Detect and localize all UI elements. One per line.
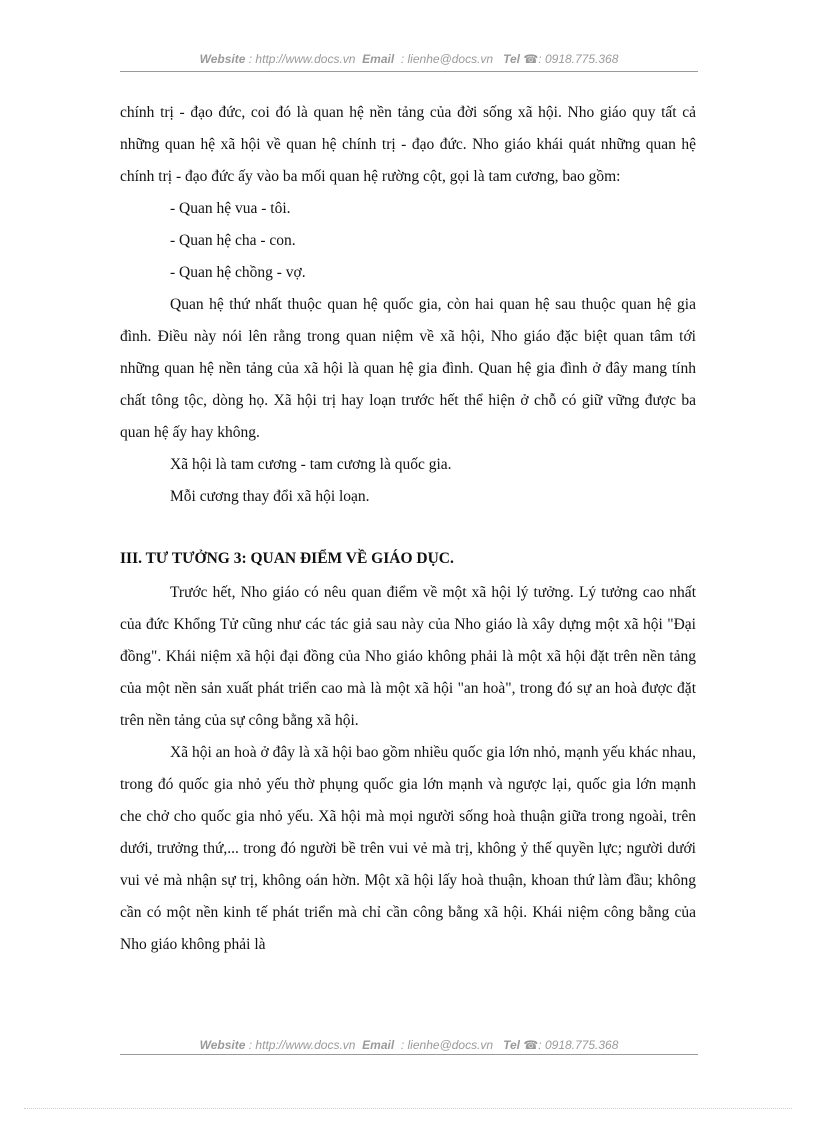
footer-tel-label: Tel xyxy=(503,1038,520,1052)
paragraph-4: Xã hội an hoà ở đây là xã hội bao gồm nhiều quốc gia lớn nhỏ, mạnh yếu khác nhau, trong đó quốc gia nhỏ yếu thờ phụng quốc gia lớn mạnh và ngược lại, quốc gia lớn mạnh che chở cho quốc gia nhỏ yếu. Xã hội mà mọi người sống hoà thuận giữa trong ngoài, trên dưới, trưởng thứ,... trong đó người bề trên vui vẻ mà trị, không ỷ thế quyền lực; người dưới vui vẻ mà nhận sự trị, không oán hờn. Một xã hội lấy hoà thuận, khoan thứ làm đầu; không cần có một nền kinh tế phát triển mà chỉ cần công bằng xã hội. Khái niệm công bằng của Nho giáo không phải là xyxy=(120,744,696,953)
header-email-label: Email xyxy=(362,52,395,66)
verse-line: Mỗi cương thay đổi xã hội loạn. xyxy=(170,488,370,505)
verse-line: Xã hội là tam cương - tam cương là quốc gia. xyxy=(170,456,452,473)
section-heading: III. TƯ TƯỞNG 3: QUAN ĐIỂM VỀ GIÁO DỤC. xyxy=(120,550,454,567)
header-website-label: Website xyxy=(199,52,246,66)
header-rule xyxy=(120,71,698,72)
footer-tel-value: : 0918.775.368 xyxy=(538,1038,619,1052)
paragraph-2: Quan hệ thứ nhất thuộc quan hệ quốc gia, còn hai quan hệ sau thuộc quan hệ gia đình. Điều này nói lên rằng trong quan niệm về xã hội, Nho giáo đặc biệt quan tâm tới những quan hệ nền tảng của xã hội là quan hệ gia đình. Quan hệ gia đình ở đây mang tính chất tông tộc, dòng họ. Xã hội trị hay loạn trước hết thể hiện ở chỗ có giữ vững được ba quan hệ ấy hay không. xyxy=(120,296,696,441)
page-header xyxy=(120,52,698,66)
phone-icon: ☎ xyxy=(523,1038,539,1052)
page-footer xyxy=(120,1038,698,1052)
footer-website-label: Website xyxy=(199,1038,246,1052)
header-tel-value: : 0918.775.368 xyxy=(538,52,619,66)
footer-website-value: : http://www.docs.vn xyxy=(248,1038,356,1052)
list-item: - Quan hệ vua - tôi. xyxy=(170,200,291,217)
phone-icon: ☎ xyxy=(523,52,539,66)
header-tel-label: Tel xyxy=(503,52,520,66)
footer-email-value: : lienhe@docs.vn xyxy=(400,1038,494,1052)
spacer xyxy=(120,513,696,527)
page-edge-dotted-line xyxy=(24,1108,792,1109)
list-item: - Quan hệ cha - con. xyxy=(170,232,296,249)
page-content xyxy=(120,97,696,961)
footer-rule xyxy=(120,1054,698,1055)
footer-email-label: Email xyxy=(362,1038,395,1052)
header-email-value: : lienhe@docs.vn xyxy=(400,52,494,66)
list-item: - Quan hệ chồng - vợ. xyxy=(170,264,306,281)
paragraph-3: Trước hết, Nho giáo có nêu quan điểm về một xã hội lý tưởng. Lý tưởng cao nhất của đức Khổng Tử cũng như các tác giả sau này của Nho giáo là xây dựng một xã hội "Đại đồng". Khái niệm xã hội đại đồng của Nho giáo không phải là một xã hội đặt trên nền tảng của một nền sản xuất phát triển cao mà là một xã hội "an hoà", trong đó sự an hoà được đặt trên nền tảng của sự công bằng xã hội. xyxy=(120,584,696,729)
header-website-value: : http://www.docs.vn xyxy=(248,52,356,66)
paragraph-1: chính trị - đạo đức, coi đó là quan hệ nền tảng của đời sống xã hội. Nho giáo quy tất cả những quan hệ xã hội về quan hệ chính trị - đạo đức. Nho giáo khái quát những quan hệ chính trị - đạo đức ấy vào ba mối quan hệ rường cột, gọi là tam cương, bao gồm: xyxy=(120,104,696,185)
